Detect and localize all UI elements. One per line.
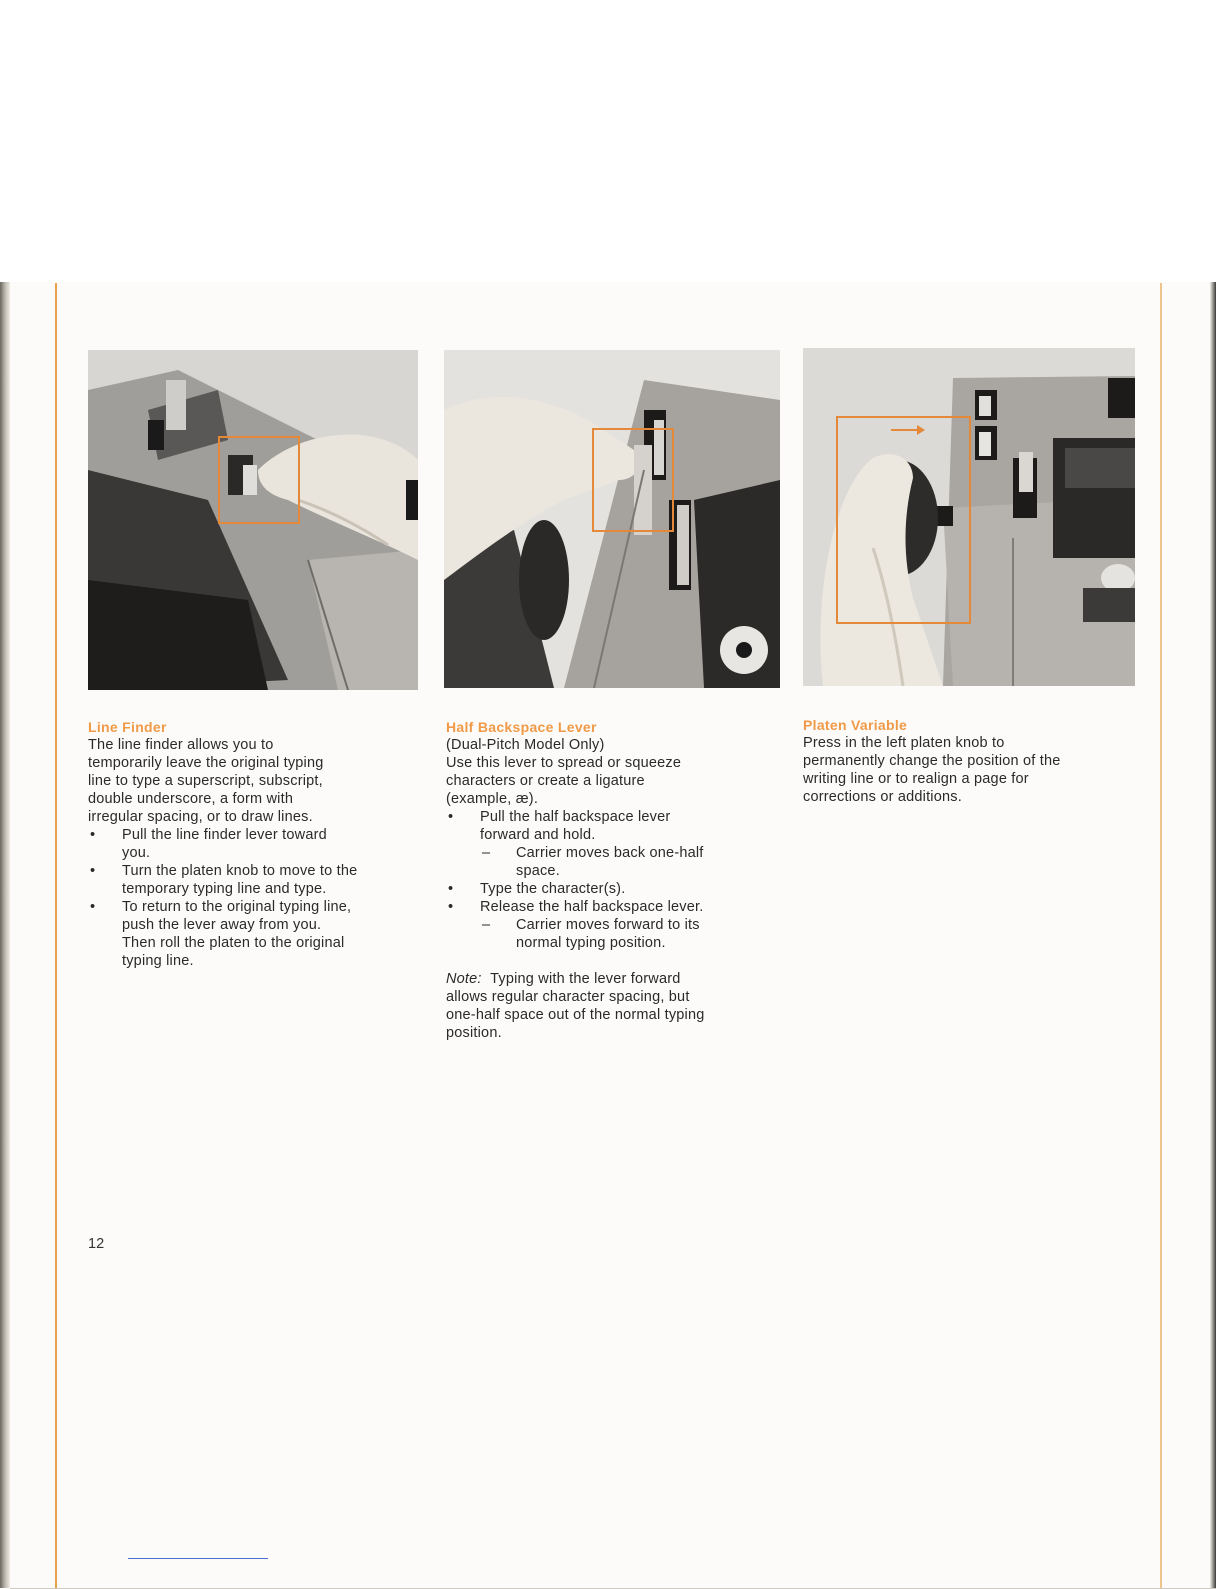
bullet-line: push the lever away from you. xyxy=(122,917,322,933)
intro-line: (Dual-Pitch Model Only) xyxy=(446,737,605,753)
left-margin-rule xyxy=(55,283,57,1588)
note-line: one-half space out of the normal typing xyxy=(446,1007,705,1023)
intro-line: line to type a superscript, subscript, xyxy=(88,773,323,789)
platen-variable-intro xyxy=(803,734,1143,806)
intro-line: double underscore, a form with xyxy=(88,791,294,807)
bullet-line: typing line. xyxy=(122,953,194,969)
line-finder-intro xyxy=(88,736,418,826)
intro-line: permanently change the position of the xyxy=(803,753,1061,769)
sub-item-line: space. xyxy=(516,863,560,879)
platen-variable-column xyxy=(803,716,1143,806)
arrow-right-icon xyxy=(891,424,925,436)
half-backspace-note xyxy=(446,970,776,1042)
line-finder-photo xyxy=(88,350,418,690)
bullet-line: • Release the half backspace lever. xyxy=(480,899,704,915)
intro-line: characters or create a ligature xyxy=(446,773,645,789)
book-binding-left xyxy=(0,282,10,1588)
book-binding-right xyxy=(1210,282,1216,1588)
note-text: Typing with the lever forward xyxy=(490,971,681,987)
half-backspace-photo xyxy=(444,350,780,688)
bullet-line: • Pull the half backspace lever xyxy=(480,809,671,825)
line-finder-column xyxy=(88,718,418,970)
half-backspace-steps xyxy=(446,808,776,844)
note-line xyxy=(446,970,776,988)
intro-line: writing line or to realign a page for xyxy=(803,771,1029,787)
line-finder-steps xyxy=(88,826,418,970)
sub-item-line: – Carrier moves forward to its xyxy=(516,917,700,933)
sub-item-line: normal typing position. xyxy=(516,935,666,951)
bullet-line: temporary typing line and type. xyxy=(122,881,327,897)
sub-item xyxy=(446,916,776,952)
right-margin-rule xyxy=(1160,283,1162,1588)
list-item xyxy=(446,808,776,844)
half-backspace-column xyxy=(446,718,776,1042)
bullet-line: forward and hold. xyxy=(480,827,596,843)
sub-item-line: – Carrier moves back one-half xyxy=(516,845,704,861)
note-label: Note: xyxy=(446,971,482,987)
list-item xyxy=(88,898,418,970)
bullet-line: you. xyxy=(122,845,151,861)
platen-variable-photo xyxy=(803,348,1135,686)
intro-line: corrections or additions. xyxy=(803,789,962,805)
platen-variable-heading: Platen Variable xyxy=(803,717,908,733)
bullet-line: Then roll the platen to the original xyxy=(122,935,345,951)
half-backspace-highlight-box xyxy=(592,428,674,532)
platen-variable-highlight-box xyxy=(836,416,971,624)
note-line: allows regular character spacing, but xyxy=(446,989,690,1005)
half-backspace-heading: Half Backspace Lever xyxy=(446,719,597,735)
half-backspace-steps-cont xyxy=(446,880,776,916)
intro-line: Use this lever to spread or squeeze xyxy=(446,755,682,771)
line-finder-highlight-box xyxy=(218,436,300,524)
bullet-line: • Turn the platen knob to move to the xyxy=(122,863,358,879)
bullet-line: • To return to the original typing line, xyxy=(122,899,352,915)
bullet-line: • Pull the line finder lever toward xyxy=(122,827,327,843)
intro-line: irregular spacing, or to draw lines. xyxy=(88,809,313,825)
intro-line: (example, æ). xyxy=(446,791,539,807)
page-number: 12 xyxy=(88,1236,105,1252)
intro-line: Press in the left platen knob to xyxy=(803,735,1005,751)
half-backspace-intro xyxy=(446,736,776,808)
intro-line: temporarily leave the original typing xyxy=(88,755,324,771)
line-finder-heading: Line Finder xyxy=(88,719,167,735)
bullet-line: • Type the character(s). xyxy=(480,881,626,897)
list-item xyxy=(88,826,418,862)
list-item xyxy=(446,880,776,898)
list-item xyxy=(88,862,418,898)
intro-line: The line finder allows you to xyxy=(88,737,274,753)
list-item xyxy=(446,898,776,916)
sub-item xyxy=(446,844,776,880)
note-line: position. xyxy=(446,1025,502,1041)
bottom-link-underline xyxy=(128,1558,268,1559)
